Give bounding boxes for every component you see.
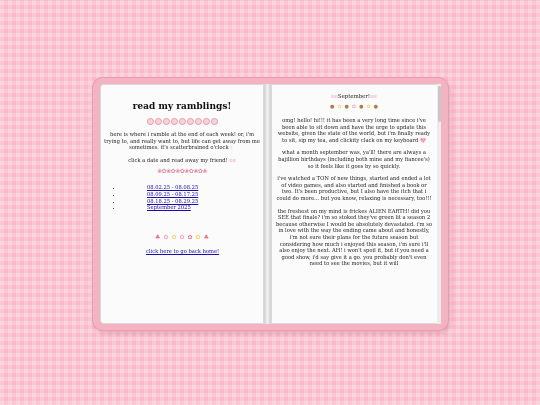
list-item [122, 192, 260, 199]
rose-divider [104, 168, 260, 175]
date-link[interactable]: 08.09.25 - 08.17.25 [147, 191, 199, 198]
cookie-icon: ● [344, 104, 349, 110]
cake-icon [203, 118, 210, 125]
book-frame [93, 78, 448, 330]
date-link[interactable]: September 2025 [147, 205, 191, 212]
cake-icon [163, 118, 170, 125]
cake-icon [179, 118, 186, 125]
flower-divider [104, 234, 260, 241]
cookie-icon: ● [329, 104, 335, 110]
flower-icon: ✿ [366, 104, 371, 110]
flower-icon: ✿ [179, 233, 185, 241]
book-spine [264, 84, 271, 324]
post-paragraph: omg! hello! hi!!! it has been a very long time since i've been able to sit down and have the urge to update this website, given the state of the world, but i'm finally ready to sit, sip my tea, and clickity clack on my keyboard [277, 118, 431, 144]
cake-divider [104, 118, 260, 125]
cookie-icon: ● [359, 104, 364, 110]
list-item [122, 205, 260, 212]
rose-vine-icon: ❀✿❀✿❀✿❀✿❀✿❀ [157, 168, 207, 176]
intro-text: here is where i ramble at the end of each week! or, i'm trying to, and really want to, but life can get away from me sometimes. it's scatterbrained o'clock ☾ [104, 132, 260, 152]
scrollbar[interactable] [437, 84, 441, 324]
ribbon-icon: ʚɞ [370, 94, 377, 100]
left-page [100, 84, 264, 324]
back-home-link[interactable]: click here to go back home! [146, 248, 220, 255]
clock-icon: ☾ [230, 145, 235, 152]
mushroom-icon: ♣ [203, 233, 209, 241]
date-link-list [104, 185, 260, 211]
cake-icon [171, 118, 178, 125]
list-item [122, 199, 260, 206]
cookie-icon: ● [373, 104, 379, 110]
cake-icon [155, 118, 162, 125]
cake-icon [147, 118, 154, 125]
cta-text: click a date and read away my friend! ʚɞ [128, 157, 236, 164]
post-heading: ʚɞSeptember!ʚɞ [331, 94, 377, 100]
ribbon-icon: ʚɞ [229, 157, 236, 164]
back-link-list [104, 249, 260, 256]
flower-icon: ✿ [195, 233, 201, 241]
right-page [271, 84, 441, 324]
ribbon-icon: ʚɞ [331, 94, 338, 100]
cake-icon [211, 118, 218, 125]
cake-icon [195, 118, 202, 125]
post-paragraph: i've watched a TON of new things, started and ended a lot of video games, and also started and finished a book or two. It's been productive, but I also have the itch that i could do more... but you know, relaxing is necessary, too!!! [276, 176, 432, 202]
cake-icon [187, 118, 194, 125]
flower-icon: ✿ [187, 233, 193, 241]
flower-icon: ✿ [163, 233, 169, 241]
list-item [122, 185, 260, 192]
flower-icon: ✿ [171, 233, 177, 241]
scrollbar-thumb[interactable] [438, 86, 441, 122]
post-paragraph: what a month september was, ya'll! there are always a bajillion birthdays (including both mine and my fiancee's) so it feels like it goes by so quickly. [278, 150, 430, 170]
list-item [106, 249, 260, 256]
mushroom-icon: ♣ [155, 233, 161, 241]
date-link[interactable]: 08.02.25 - 08.08.25 [147, 185, 199, 192]
cookie-divider [275, 104, 433, 110]
heart-icon [420, 138, 426, 143]
date-link[interactable]: 08.18.25 - 08.29.25 [147, 198, 199, 205]
page-title: read my ramblings! [132, 102, 232, 112]
flower-icon: ✿ [351, 104, 357, 110]
flower-icon: ✿ [337, 104, 342, 110]
post-paragraph: the freshest on my mind is frickes ALIEN EARTH! did you SEE that finale? i'm so stoked they've green lit a season 2 because otherwise I would be absolutely devastated. i'm so in love with the way the ending came about and honestly, i'm not sure their plans for the future season but considering how much i enjoyed this season, i'm sure i'll also enjoy the next. AH! i won't spoil it, but if you need a good show, i'd say give it a go. you probably don't even need to see the movies, but it will [275, 208, 433, 268]
